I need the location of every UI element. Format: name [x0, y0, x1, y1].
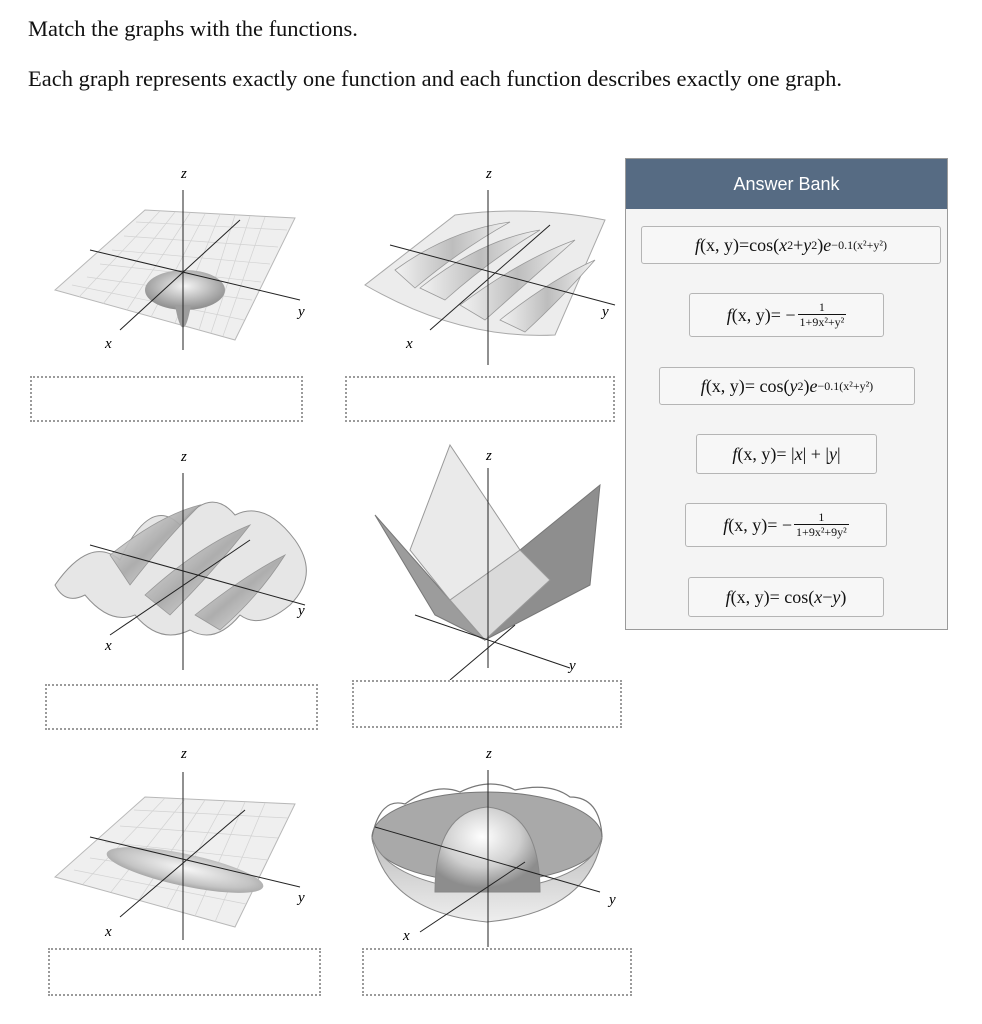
graph-4-plot	[365, 440, 615, 690]
z-label: z	[486, 448, 492, 464]
y-label: y	[298, 890, 305, 906]
x-label: x	[406, 336, 413, 352]
x-label: x	[105, 336, 112, 352]
graph-5	[50, 742, 320, 942]
graph-3	[50, 445, 320, 675]
answer-tile-f3[interactable]: f (x, y) = cos( y 2 ) e −0.1(x²+y²)	[659, 367, 915, 405]
z-label: z	[181, 449, 187, 465]
drop-zone-graph-5[interactable]	[48, 948, 321, 996]
drop-zone-graph-4[interactable]	[352, 680, 622, 728]
drop-zone-graph-3[interactable]	[45, 684, 318, 730]
answer-tile-f5[interactable]: f (x, y) = − $\frac{1}{\text{1+9x²+9y²}}$	[685, 503, 887, 547]
graph-1	[50, 160, 320, 360]
answer-bank-title: Answer Bank	[626, 159, 947, 209]
x-label: x	[105, 638, 112, 654]
y-label: y	[609, 892, 616, 908]
z-label: z	[181, 166, 187, 182]
y-label: y	[602, 304, 609, 320]
y-label: y	[298, 304, 305, 320]
graph-1-plot	[50, 160, 320, 360]
instruction-text: Each graph represents exactly one function and each function describes exactly one graph.	[28, 66, 843, 91]
drop-zone-graph-2[interactable]	[345, 376, 615, 422]
graph-4	[365, 440, 615, 690]
graph-6	[365, 742, 620, 947]
graph-2-plot	[360, 160, 630, 360]
z-label: z	[486, 746, 492, 762]
x-label: x	[105, 924, 112, 940]
graph-6-plot	[365, 742, 620, 947]
z-label: z	[486, 166, 492, 182]
instruction-title: Match the graphs with the functions.	[28, 16, 358, 41]
z-label: z	[181, 746, 187, 762]
answer-bank	[625, 158, 948, 630]
answer-tile-f2[interactable]: f (x, y) = − $\frac{1}{\text{1+9x²+y²}}$	[689, 293, 884, 337]
answer-tile-f4[interactable]: f (x, y) = | x | + | y |	[696, 434, 877, 474]
surface-dip	[145, 270, 225, 310]
y-label: y	[298, 603, 305, 619]
answer-tile-f6[interactable]: f (x, y) = cos( x − y )	[688, 577, 884, 617]
graph-3-plot	[50, 445, 320, 675]
answer-tile-f1[interactable]: f (x, y) = cos( x 2 + y 2 ) e −0.1(x²+y²)	[641, 226, 941, 264]
drop-zone-graph-6[interactable]	[362, 948, 632, 996]
graph-5-plot	[50, 742, 320, 942]
x-label: x	[403, 928, 410, 944]
y-label: y	[569, 658, 576, 674]
drop-zone-graph-1[interactable]	[30, 376, 303, 422]
graph-2	[360, 160, 630, 360]
